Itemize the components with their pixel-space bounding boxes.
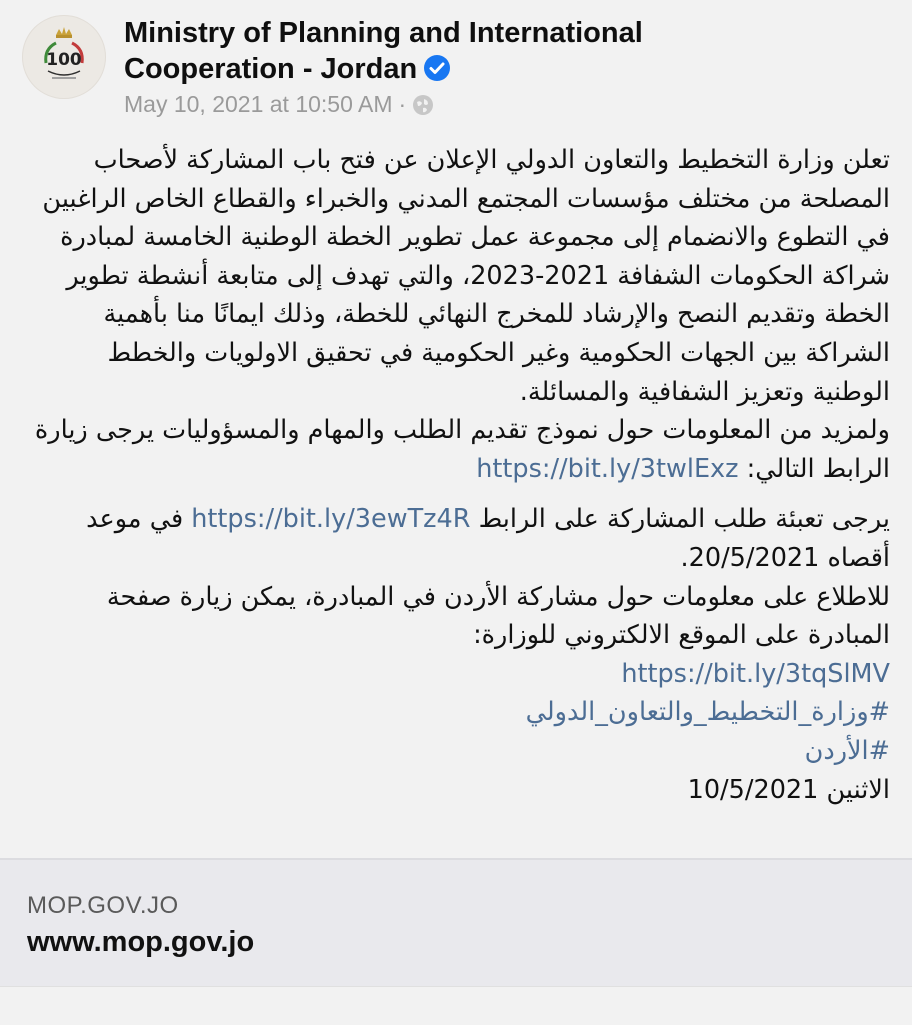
link-participation-request[interactable]: https://bit.ly/3ewTz4R bbox=[191, 504, 471, 535]
post-paragraph-3-text-after: في موعد أقصاه 20/5/2021. bbox=[86, 504, 890, 573]
post-hashtag-line-2 bbox=[22, 732, 890, 771]
link-preview-title[interactable]: www.mop.gov.jo bbox=[27, 926, 255, 958]
page-name-label[interactable]: Ministry of Planning and International Cooperation - Jordan bbox=[124, 17, 643, 85]
link-preview-domain: MOP.GOV.JO bbox=[27, 892, 179, 919]
page-avatar[interactable] bbox=[22, 15, 106, 99]
hashtag-ministry[interactable]: #وزارة_التخطيط_والتعاون_الدولي bbox=[525, 697, 890, 728]
page-name[interactable] bbox=[124, 15, 764, 87]
meta-separator: · bbox=[398, 91, 407, 117]
post-footer-strip bbox=[0, 986, 912, 1025]
verified-badge-icon bbox=[423, 54, 451, 82]
link-initiative-page[interactable]: https://bit.ly/3tqSlMV bbox=[621, 658, 890, 689]
post-link-line bbox=[22, 655, 890, 694]
hashtag-jordan[interactable]: #الأردن bbox=[804, 735, 890, 766]
svg-text:100: 100 bbox=[46, 50, 82, 70]
ministry-logo-icon bbox=[22, 15, 106, 99]
link-preview-card[interactable] bbox=[0, 858, 912, 988]
globe-icon bbox=[412, 94, 434, 116]
post-paragraph-3 bbox=[22, 500, 890, 577]
post-hashtag-line-1 bbox=[22, 693, 890, 732]
post-timestamp[interactable]: May 10, 2021 at 10:50 AM bbox=[124, 91, 393, 117]
post-body bbox=[22, 141, 890, 809]
post-paragraph-2 bbox=[22, 411, 890, 488]
post-paragraph-2-text: ولمزيد من المعلومات حول نموذج تقديم الطلب والمهام والمسؤوليات يرجى زيارة الرابط التالي: bbox=[34, 415, 890, 484]
post-date-line: الاثنين 10/5/2021 bbox=[687, 774, 890, 805]
post-paragraph-1: تعلن وزارة التخطيط والتعاون الدولي الإعلان عن فتح باب المشاركة لأصحاب المصلحة من مختلف مؤسسات المجتمع المدني والخبراء والقطاع الخاص الراغبين في التطوع والانضمام إلى مجموعة عمل تطوير الخطة الوطنية الخامسة لمبادرة شراكة الحكومات الشفافة 2021-2023، والتي تهدف إلى متابعة أنشطة تطوير الخطة وتقديم النصح والإرشاد للمخرج النهائي للخطة، وذلك ايمانًا منا بأهمية الشراكة بين الجهات الحكومية وغير الحكومية في تحقيق الاولويات والخطط الوطنية وتعزيز الشفافية والمسائلة. bbox=[42, 145, 890, 407]
post-paragraph-4: للاطلاع على معلومات حول مشاركة الأردن في المبادرة، يمكن زيارة صفحة المبادرة على الموقع الالكتروني للوزارة: bbox=[106, 581, 890, 651]
post-paragraph-3-text-before: يرجى تعبئة طلب المشاركة على الرابط bbox=[470, 504, 890, 535]
post-meta bbox=[124, 89, 434, 119]
link-application-form[interactable]: https://bit.ly/3twlExz bbox=[476, 453, 739, 484]
